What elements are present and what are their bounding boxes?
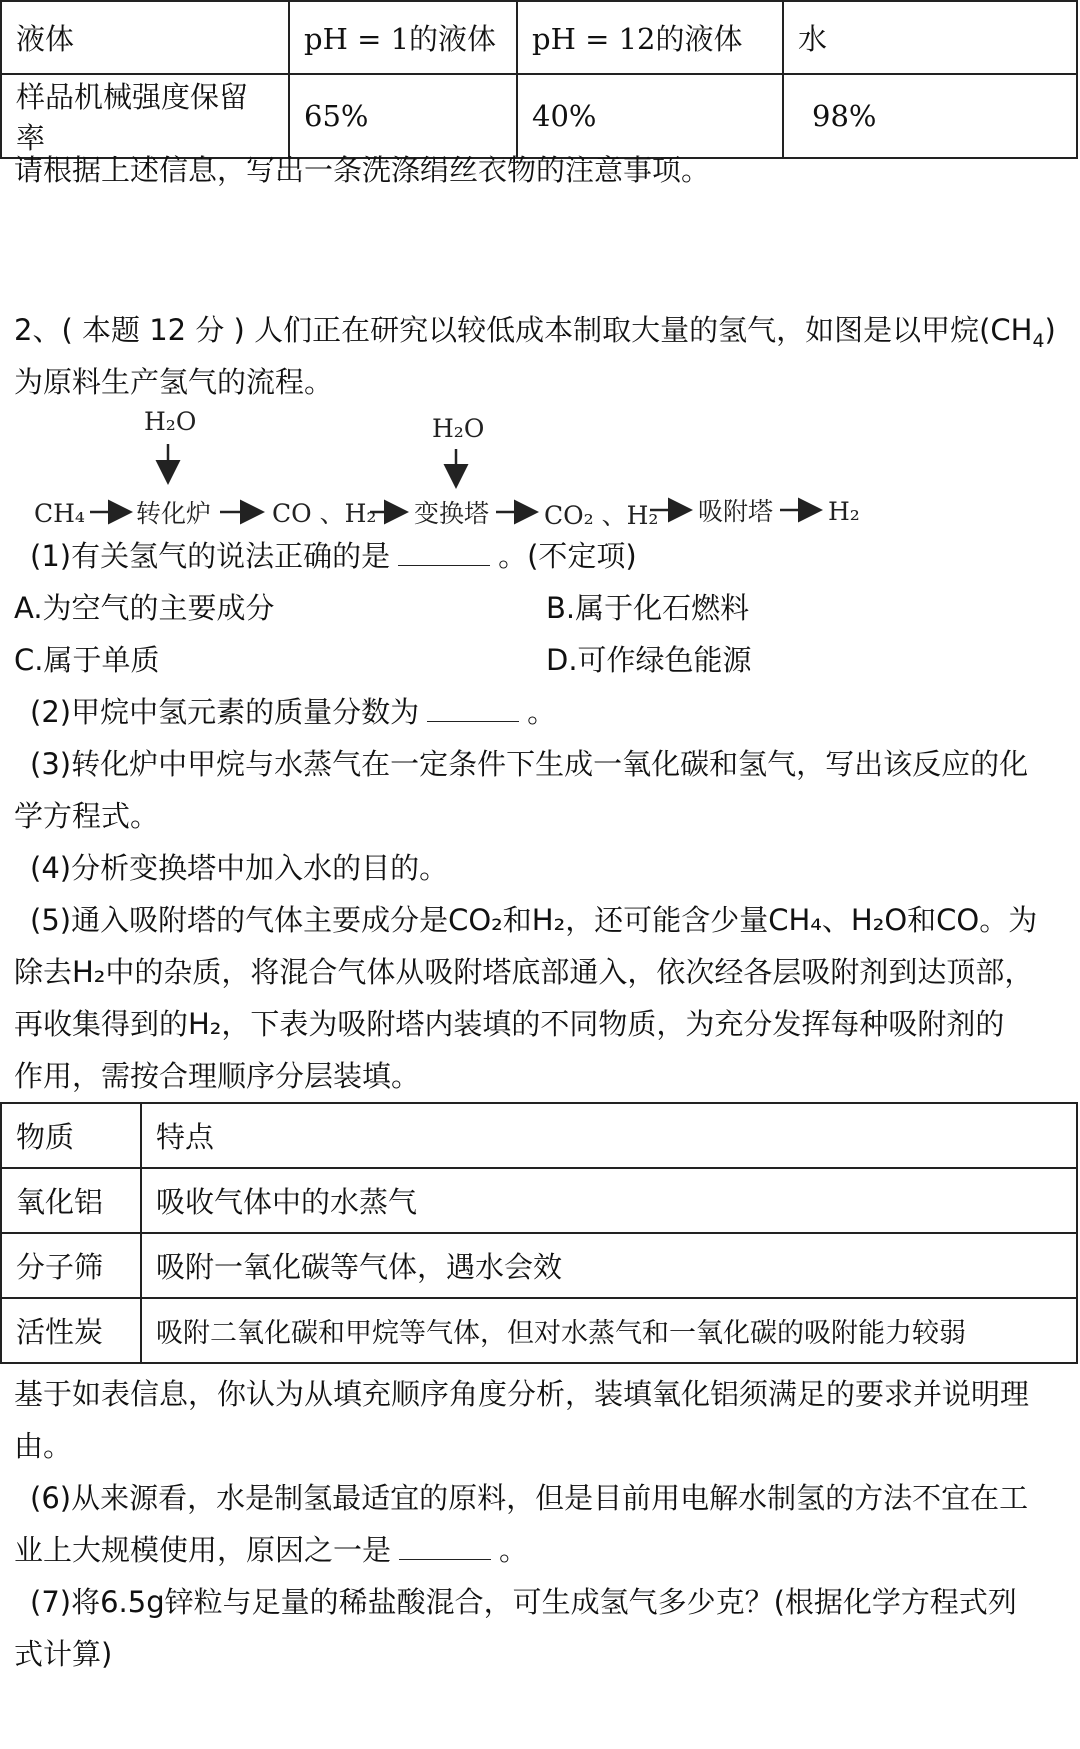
sub-question-end: 。	[499, 1533, 529, 1567]
table-row	[1, 1103, 1077, 1168]
sub-question-text: (2)甲烷中氢元素的质量分数为	[30, 695, 420, 729]
flow-hydrogen: H₂	[828, 497, 860, 526]
answer-blank[interactable]	[398, 543, 490, 566]
table-cell: 吸收气体中的水蒸气	[141, 1168, 1077, 1233]
option-b: B.属于化石燃料	[546, 591, 750, 625]
flow-co-h2: CO 、H₂	[272, 499, 377, 528]
flow-co2-h2: CO₂ 、H₂	[544, 501, 659, 530]
sub-question-6: (6)从来源看，水是制氢最适宜的原料，但是目前用电解水制氢的方法不宜在工	[30, 1481, 1029, 1515]
sub-question-5: (5)通入吸附塔的气体主要成分是CO₂和H₂，还可能含少量CH₄、H₂O和CO。为	[30, 903, 1038, 937]
table-cell: 特点	[141, 1103, 1077, 1168]
adsorbent-table	[0, 1102, 1078, 1364]
option-c: C.属于单质	[14, 643, 160, 677]
table-cell: 氧化铝	[1, 1168, 141, 1233]
option-d: D.可作绿色能源	[546, 643, 752, 677]
table-cell: 样品机械强度保留率	[1, 74, 289, 158]
flow-methane: CH₄	[34, 499, 85, 528]
table-cell: 液体	[1, 1, 289, 74]
question-2-intro	[14, 310, 1056, 362]
flow-converter: 转化炉	[136, 499, 212, 528]
table-cell: 40%	[517, 74, 783, 158]
table-cell: pH = 1的液体	[289, 1, 517, 74]
table-cell: 吸附二氧化碳和甲烷等气体，但对水蒸气和一氧化碳的吸附能力较弱	[141, 1298, 1077, 1363]
after-table-question: 基于如表信息，你认为从填充顺序角度分析，装填氧化铝须满足的要求并说明理	[14, 1377, 1030, 1411]
sub-question-2	[30, 692, 556, 732]
table-row	[1, 74, 1077, 158]
table-cell: 水	[783, 1, 1077, 74]
sub-question-end: 。	[527, 695, 557, 729]
flow-adsorption-tower: 吸附塔	[698, 497, 774, 526]
answer-blank[interactable]	[427, 699, 519, 722]
after-table-question-cont: 由。	[14, 1429, 73, 1463]
table-cell: 65%	[289, 74, 517, 158]
sub-question-1	[30, 536, 637, 576]
answer-blank[interactable]	[399, 1537, 491, 1560]
flow-shift-tower: 变换塔	[414, 499, 490, 528]
question-1-prompt: 请根据上述信息，写出一条洗涤绢丝衣物的注意事项。	[14, 153, 711, 187]
sub-question-text: (1)有关氢气的说法正确的是	[30, 539, 391, 573]
flow-water-input-1: H₂O	[144, 407, 197, 436]
sub-question-7: (7)将6.5g锌粒与足量的稀盐酸混合，可生成氢气多少克？(根据化学方程式列	[30, 1585, 1017, 1619]
table-cell: 活性炭	[1, 1298, 141, 1363]
option-a: A.为空气的主要成分	[14, 591, 275, 625]
table-cell: 物质	[1, 1103, 141, 1168]
flow-water-input-2: H₂O	[432, 414, 485, 443]
sub-question-5-cont: 除去H₂中的杂质，将混合气体从吸附塔底部通入，依次经各层吸附剂到达顶部，	[14, 955, 1034, 989]
sub-question-4: (4)分析变换塔中加入水的目的。	[30, 851, 449, 885]
intro-subscript: 4	[1032, 330, 1045, 352]
sub-question-5-cont: 再收集得到的H₂，下表为吸附塔内装填的不同物质，为充分发挥每种吸附剂的	[14, 1007, 1005, 1041]
table-row	[1, 1, 1077, 74]
table-row	[1, 1168, 1077, 1233]
table-row	[1, 1233, 1077, 1298]
sub-question-3: (3)转化炉中甲烷与水蒸气在一定条件下生成一氧化碳和氢气，写出该反应的化	[30, 747, 1029, 781]
sub-question-text: 业上大规模使用，原因之一是	[14, 1533, 392, 1567]
table-row	[1, 1298, 1077, 1363]
question-2-intro-line2: 为原料生产氢气的流程。	[14, 365, 334, 399]
intro-text-end: )	[1044, 313, 1056, 347]
sub-question-end: 。(不定项)	[498, 539, 637, 573]
liquid-strength-table	[0, 0, 1078, 159]
hydrogen-process-flow-diagram	[28, 404, 888, 534]
table-cell: 分子筛	[1, 1233, 141, 1298]
sub-question-5-cont: 作用，需按合理顺序分层装填。	[14, 1059, 421, 1093]
table-cell: 98%	[783, 74, 1077, 158]
sub-question-3-cont: 学方程式。	[14, 799, 160, 833]
sub-question-7-cont: 式计算)	[14, 1637, 113, 1671]
intro-text: 2、( 本题 12 分 ) 人们正在研究以较低成本制取大量的氢气，如图是以甲烷(CH	[14, 313, 1033, 347]
table-cell: 吸附一氧化碳等气体，遇水会效	[141, 1233, 1077, 1298]
sub-question-6-cont	[14, 1530, 528, 1570]
table-cell: pH = 12的液体	[517, 1, 783, 74]
